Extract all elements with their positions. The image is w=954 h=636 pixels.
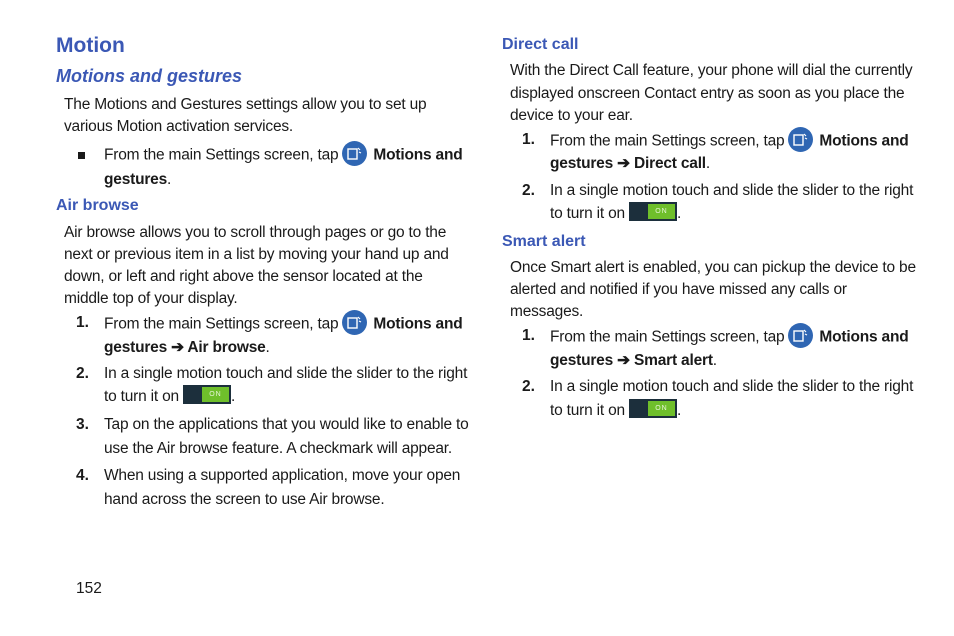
toggle-switch-icon: ON <box>183 385 231 404</box>
air-step-3-line-1: Tap on the applications that you would like to enable to <box>104 416 469 433</box>
air-browse-para-3: down, or left and right above the sensor located at the <box>64 268 423 285</box>
direct-step-2-line-2: to turn it on ON . <box>550 203 681 225</box>
section-title-motions-gestures: Motions and gestures <box>56 66 243 86</box>
direct-step-1-line-1: From the main Settings screen, tap Motions and <box>550 129 909 154</box>
air-step-4-line-1: When using a supported application, move your open <box>104 467 461 484</box>
step-number: 1. <box>522 131 535 148</box>
step-number: 1. <box>76 314 89 331</box>
smart-step-1-line-2: gestures ➔ Smart alert. <box>550 352 717 369</box>
step-number: 3. <box>76 416 89 433</box>
smart-alert-para-2: alerted and notified if you have missed any calls or <box>510 281 847 298</box>
step-number: 2. <box>522 378 535 395</box>
air-step-3-line-2: use the Air browse feature. A checkmark will appear. <box>104 440 453 457</box>
page-number: 152 <box>76 580 102 597</box>
air-step-1-line-2: gestures ➔ Air browse. <box>104 339 270 356</box>
air-step-4-line-2: hand across the screen to use Air browse. <box>104 491 385 508</box>
section-heading-air-browse: Air browse <box>56 197 139 214</box>
intro-line-1: The Motions and Gestures settings allow you to set up <box>64 96 427 113</box>
step-number: 4. <box>76 467 89 484</box>
air-browse-para-1: Air browse allows you to scroll through pages or go to the <box>64 224 447 241</box>
step-number: 1. <box>522 327 535 344</box>
motions-gestures-icon <box>788 127 813 152</box>
section-heading-smart-alert: Smart alert <box>502 233 586 250</box>
smart-alert-para-3: messages. <box>510 303 584 320</box>
direct-call-para-3: device to your ear. <box>510 107 633 124</box>
air-step-1-line-1: From the main Settings screen, tap Motions and <box>104 312 463 337</box>
toggle-switch-icon: ON <box>629 202 677 221</box>
bullet-line-1: From the main Settings screen, tap Motions and <box>104 143 463 168</box>
air-step-2-line-1: In a single motion touch and slide the slider to the right <box>104 365 468 382</box>
direct-step-1-line-2: gestures ➔ Direct call. <box>550 155 711 172</box>
air-browse-para-2: next or previous item in a list by moving your hand up and <box>64 246 449 263</box>
toggle-switch-icon: ON <box>629 399 677 418</box>
motions-gestures-icon <box>342 310 367 335</box>
step-number: 2. <box>76 365 89 382</box>
page-title: Motion <box>56 34 125 57</box>
bullet-square-icon <box>78 152 85 159</box>
direct-call-para-2: displayed onscreen Contact entry as soon as you place the <box>510 85 905 102</box>
direct-call-para-1: With the Direct Call feature, your phone will dial the currently <box>510 62 913 79</box>
motions-gestures-icon <box>342 141 367 166</box>
step-number: 2. <box>522 182 535 199</box>
smart-step-1-line-1: From the main Settings screen, tap Motions and <box>550 325 909 350</box>
air-browse-para-4: middle top of your display. <box>64 290 238 307</box>
motions-gestures-icon <box>788 323 813 348</box>
smart-step-2-line-2: to turn it on ON . <box>550 400 681 422</box>
smart-step-2-line-1: In a single motion touch and slide the slider to the right <box>550 378 914 395</box>
air-step-2-line-2: to turn it on ON . <box>104 386 235 408</box>
intro-line-2: various Motion activation services. <box>64 118 294 135</box>
bullet-line-2: gestures. <box>104 171 172 188</box>
direct-step-2-line-1: In a single motion touch and slide the slider to the right <box>550 182 914 199</box>
section-heading-direct-call: Direct call <box>502 36 579 53</box>
smart-alert-para-1: Once Smart alert is enabled, you can pickup the device to be <box>510 259 916 276</box>
